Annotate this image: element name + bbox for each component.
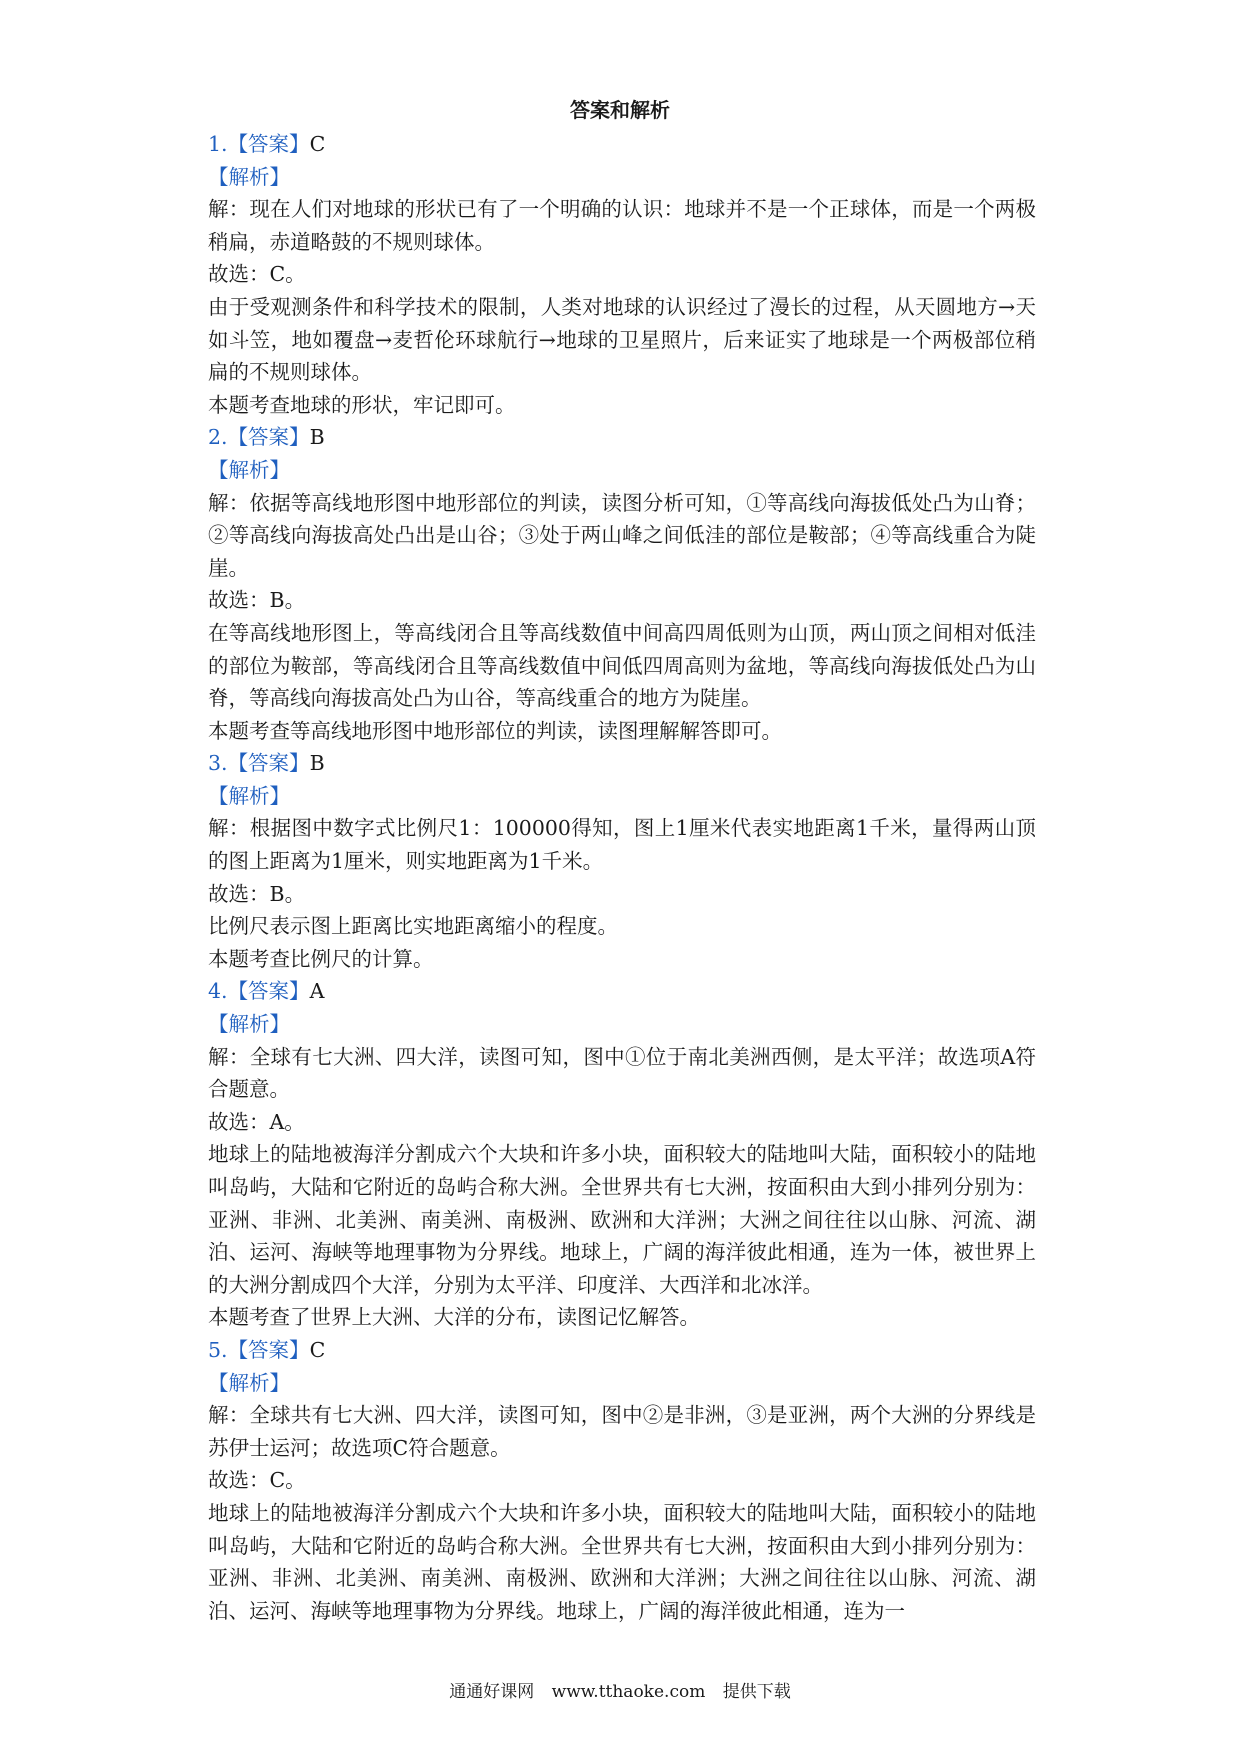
answer-item-2 xyxy=(208,421,1036,747)
answer-value: B xyxy=(309,425,325,450)
summary-line: 本题考查地球的形状，牢记即可。 xyxy=(208,392,516,417)
answer-tag: 【答案】 xyxy=(227,979,310,1004)
footer-site-name: 通通好课网 xyxy=(449,1682,535,1702)
choice-line: 故选：C。 xyxy=(208,1468,306,1493)
page-title: 答案和解析 xyxy=(570,98,670,122)
analysis-paragraph: 解：全球共有七大洲、四大洋，读图可知，图中②是非洲，③是亚洲，两个大洲的分界线是苏伊士运河；故选项C符合题意。 xyxy=(208,1403,1036,1460)
page-footer xyxy=(0,1680,1240,1704)
answer-tag: 【答案】 xyxy=(227,1337,310,1362)
question-number: 5. xyxy=(208,1337,228,1362)
answer-tag: 【答案】 xyxy=(227,132,310,156)
answer-item-1 xyxy=(208,128,1036,421)
answer-tag: 【答案】 xyxy=(227,751,310,776)
answer-item-3 xyxy=(208,747,1036,975)
analysis-paragraph: 在等高线地形图上，等高线闭合且等高线数值中间高四周低则为山顶，两山顶之间相对低洼的部位为鞍部，等高线闭合且等高线数值中间低四周高则为盆地，等高线向海拔低处凸为山脊，等高线向海拔高处凸为山谷，等高线重合的地方为陡崖。 xyxy=(208,620,1036,711)
answer-value: C xyxy=(309,1337,326,1362)
question-number: 1. xyxy=(208,132,228,156)
answer-line xyxy=(208,1334,1036,1367)
answer-value: B xyxy=(309,751,325,776)
answer-item-4 xyxy=(208,975,1036,1334)
footer-url[interactable]: www.tthaoke.com xyxy=(551,1682,706,1702)
analysis-tag: 【解析】 xyxy=(208,164,290,189)
answer-value: C xyxy=(309,132,326,156)
choice-line: 故选：A。 xyxy=(208,1109,305,1134)
analysis-paragraph: 由于受观测条件和科学技术的限制，人类对地球的认识经过了漫长的过程，从天圆地方→天如斗笠，地如覆盘→麦哲伦环球航行→地球的卫星照片，后来证实了地球是一个两极部位稍扁的不规则球体。 xyxy=(208,294,1036,385)
footer-note: 提供下载 xyxy=(722,1682,791,1702)
analysis-paragraph: 解：依据等高线地形图中地形部位的判读，读图分析可知，①等高线向海拔低处凸为山脊；②等高线向海拔高处凸出是山谷；③处于两山峰之间低洼的部位是鞍部；④等高线重合为陡崖。 xyxy=(208,490,1036,580)
summary-line: 本题考查了世界上大洲、大洋的分布，读图记忆解答。 xyxy=(208,1305,700,1330)
question-number: 2. xyxy=(208,425,228,450)
answer-line xyxy=(208,975,1036,1008)
analysis-paragraph: 解：根据图中数字式比例尺1：100000得知，图上1厘米代表实地距离1千米，量得两山顶的图上距离为1厘米，则实地距离为1千米。 xyxy=(208,816,1036,874)
analysis-tag: 【解析】 xyxy=(208,783,290,808)
analysis-tag: 【解析】 xyxy=(208,457,290,482)
answer-line xyxy=(208,747,1036,780)
answer-line xyxy=(208,421,1036,454)
analysis-tag: 【解析】 xyxy=(208,1012,290,1037)
analysis-paragraph: 解：全球有七大洲、四大洋，读图可知，图中①位于南北美洲西侧，是太平洋；故选项A符合题意。 xyxy=(208,1044,1036,1102)
question-number: 4. xyxy=(208,979,228,1004)
answer-tag: 【答案】 xyxy=(227,425,310,450)
answer-line xyxy=(208,128,1036,161)
analysis-paragraph: 地球上的陆地被海洋分割成六个大块和许多小块，面积较大的陆地叫大陆，面积较小的陆地叫岛屿，大陆和它附近的岛屿合称大洲。全世界共有七大洲，按面积由大到小排列分别为：亚洲、非洲、北美洲、南美洲、南极洲、欧洲和大洋洲；大洲之间往往以山脉、河流、湖泊、运河、海峡等地理事物为分界线。地球上，广阔的海洋彼此相通，连为一体，被世界上的大洲分割成四个大洋，分别为太平洋、印度洋、大西洋和北冰洋。 xyxy=(208,1142,1036,1297)
choice-line: 故选：C。 xyxy=(208,262,306,287)
question-number: 3. xyxy=(208,751,228,776)
summary-line: 本题考查比例尺的计算。 xyxy=(208,946,434,971)
answer-list xyxy=(208,128,1036,1627)
choice-line: 故选：B。 xyxy=(208,881,306,906)
analysis-tag: 【解析】 xyxy=(208,1370,290,1395)
analysis-paragraph: 解：现在人们对地球的形状已有了一个明确的认识：地球并不是一个正球体，而是一个两极稍扁，赤道略鼓的不规则球体。 xyxy=(208,197,1036,254)
summary-line: 本题考查等高线地形图中地形部位的判读，读图理解解答即可。 xyxy=(208,718,782,743)
answer-value: A xyxy=(309,979,325,1004)
analysis-paragraph: 地球上的陆地被海洋分割成六个大块和许多小块，面积较大的陆地叫大陆，面积较小的陆地叫岛屿，大陆和它附近的岛屿合称大洲。全世界共有七大洲，按面积由大到小排列分别为：亚洲、非洲、北美洲、南美洲、南极洲、欧洲和大洋洲；大洲之间往往以山脉、河流、湖泊、运河、海峡等地理事物为分界线。地球上，广阔的海洋彼此相通，连为一 xyxy=(208,1500,1036,1623)
choice-line: 故选：B。 xyxy=(208,588,306,613)
answer-item-5 xyxy=(208,1334,1036,1627)
analysis-paragraph: 比例尺表示图上距离比实地距离缩小的程度。 xyxy=(208,914,618,939)
